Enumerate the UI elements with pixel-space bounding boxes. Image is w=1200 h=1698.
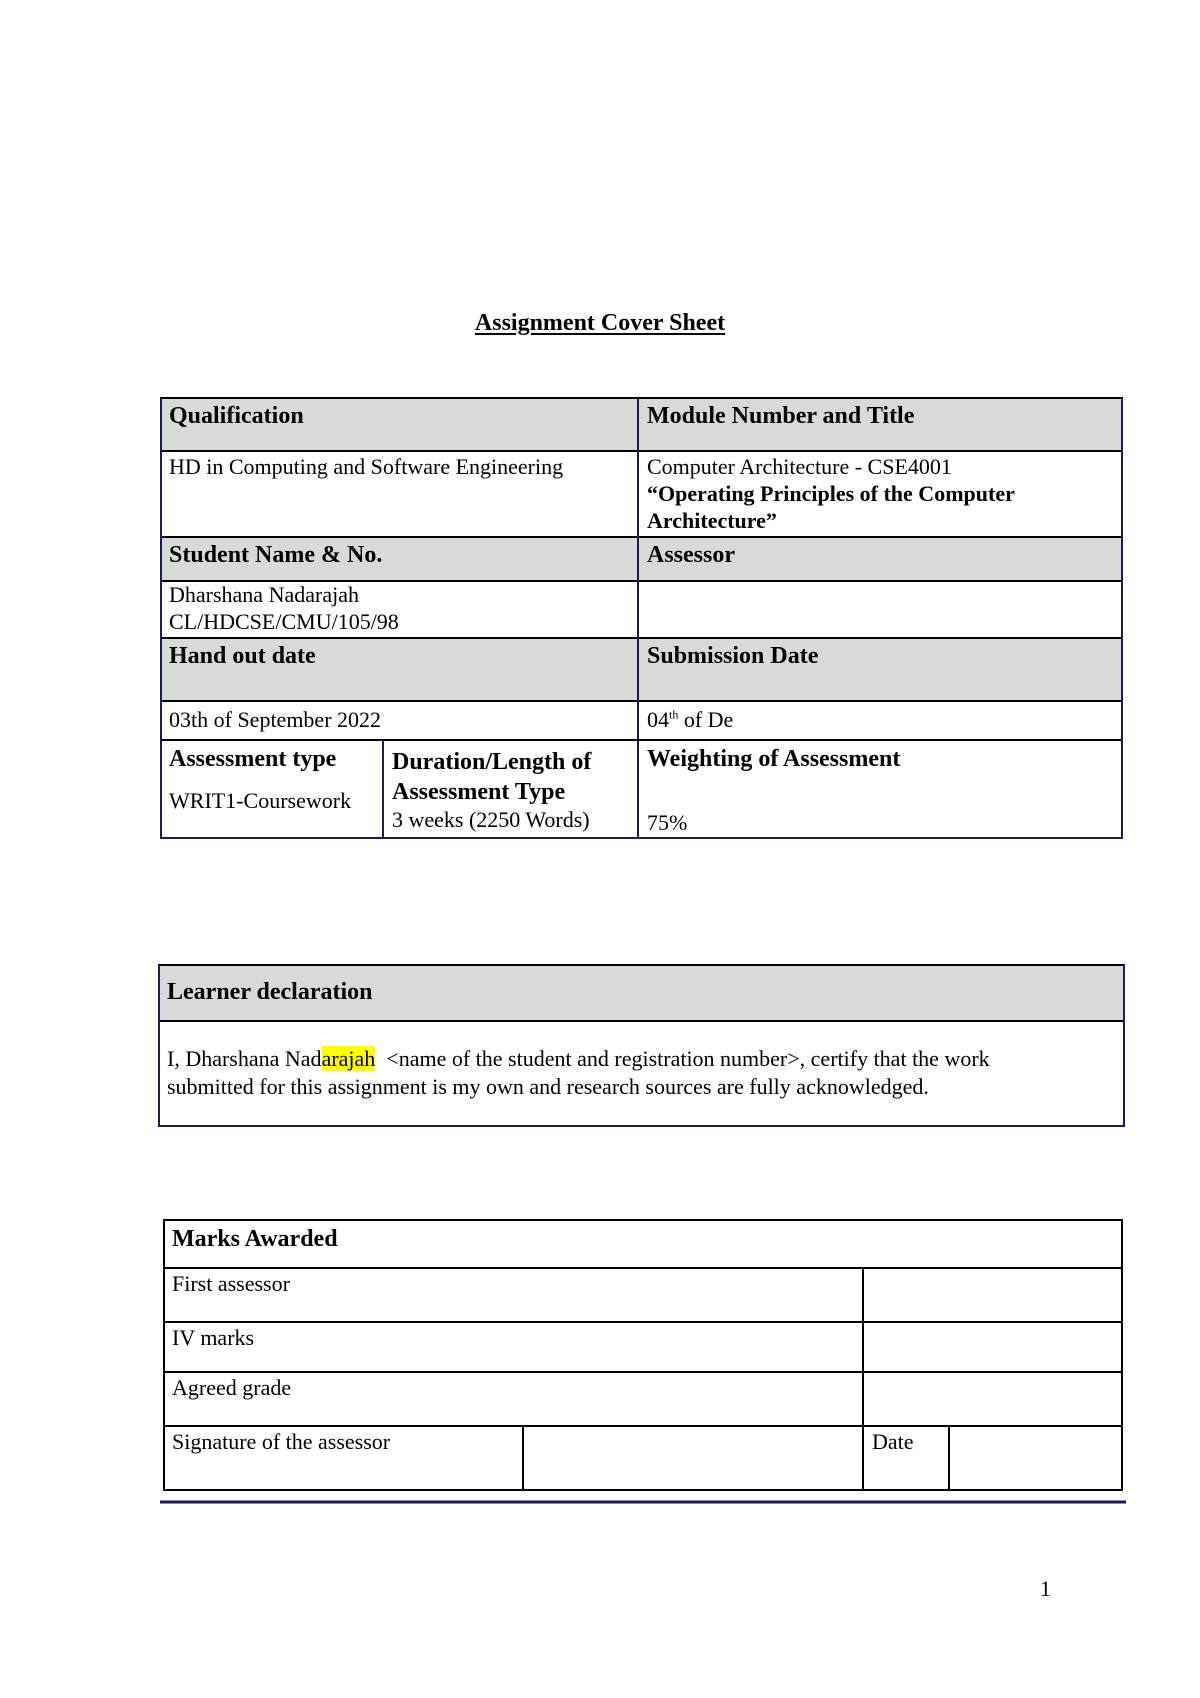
assessment-type-value: WRIT1-Coursework (169, 788, 352, 813)
learner-text-line2: submitted for this assignment is my own and research sources are fully acknowledged. (167, 1074, 929, 1099)
handout-header: Hand out date (160, 638, 638, 701)
module-title: “Operating Principles of the Computer Architecture” (647, 481, 1015, 533)
duration-label-1: Duration/Length of (392, 749, 592, 775)
student-number: CL/HDCSE/CMU/105/98 (169, 609, 399, 634)
student-name: Dharshana Nadarajah (169, 582, 359, 607)
submission-rest: of De (678, 707, 734, 732)
submission-header: Submission Date (638, 638, 1123, 701)
student-header: Student Name & No. (160, 537, 638, 581)
learner-text-highlight: arajah (321, 1046, 376, 1071)
agreed-grade-label: Agreed grade (172, 1375, 292, 1400)
first-assessor-label: First assessor (172, 1271, 290, 1296)
learner-text-prefix: I, Dharshana Nad (167, 1046, 322, 1071)
assessor-header: Assessor (638, 537, 1123, 581)
assessment-type-label: Assessment type (169, 746, 337, 772)
duration-label-2: Assessment Type (392, 779, 566, 805)
signature-label: Signature of the assessor (172, 1429, 391, 1454)
module-header: Module Number and Title (638, 398, 1123, 451)
page-title: Assignment Cover Sheet (474, 310, 726, 336)
weighting-label: Weighting of Assessment (647, 746, 901, 772)
weighting-value: 75% (647, 810, 688, 835)
duration-value: 3 weeks (2250 Words) (392, 807, 590, 832)
submission-day: 04 (647, 707, 669, 732)
date-label: Date (872, 1429, 914, 1454)
learner-text-rest: <name of the student and registration number>, certify that the work (375, 1046, 990, 1071)
submission-sup: th (669, 707, 679, 722)
page-number: 1 (1040, 1576, 1051, 1601)
qualification-value: HD in Computing and Software Engineering (169, 454, 564, 479)
handout-value: 03th of September 2022 (169, 707, 382, 732)
iv-marks-label: IV marks (172, 1325, 255, 1350)
module-code: Computer Architecture - CSE4001 (647, 454, 952, 479)
marks-heading: Marks Awarded (172, 1226, 338, 1252)
qualification-header: Qualification (160, 398, 638, 451)
learner-heading: Learner declaration (158, 965, 1125, 1021)
